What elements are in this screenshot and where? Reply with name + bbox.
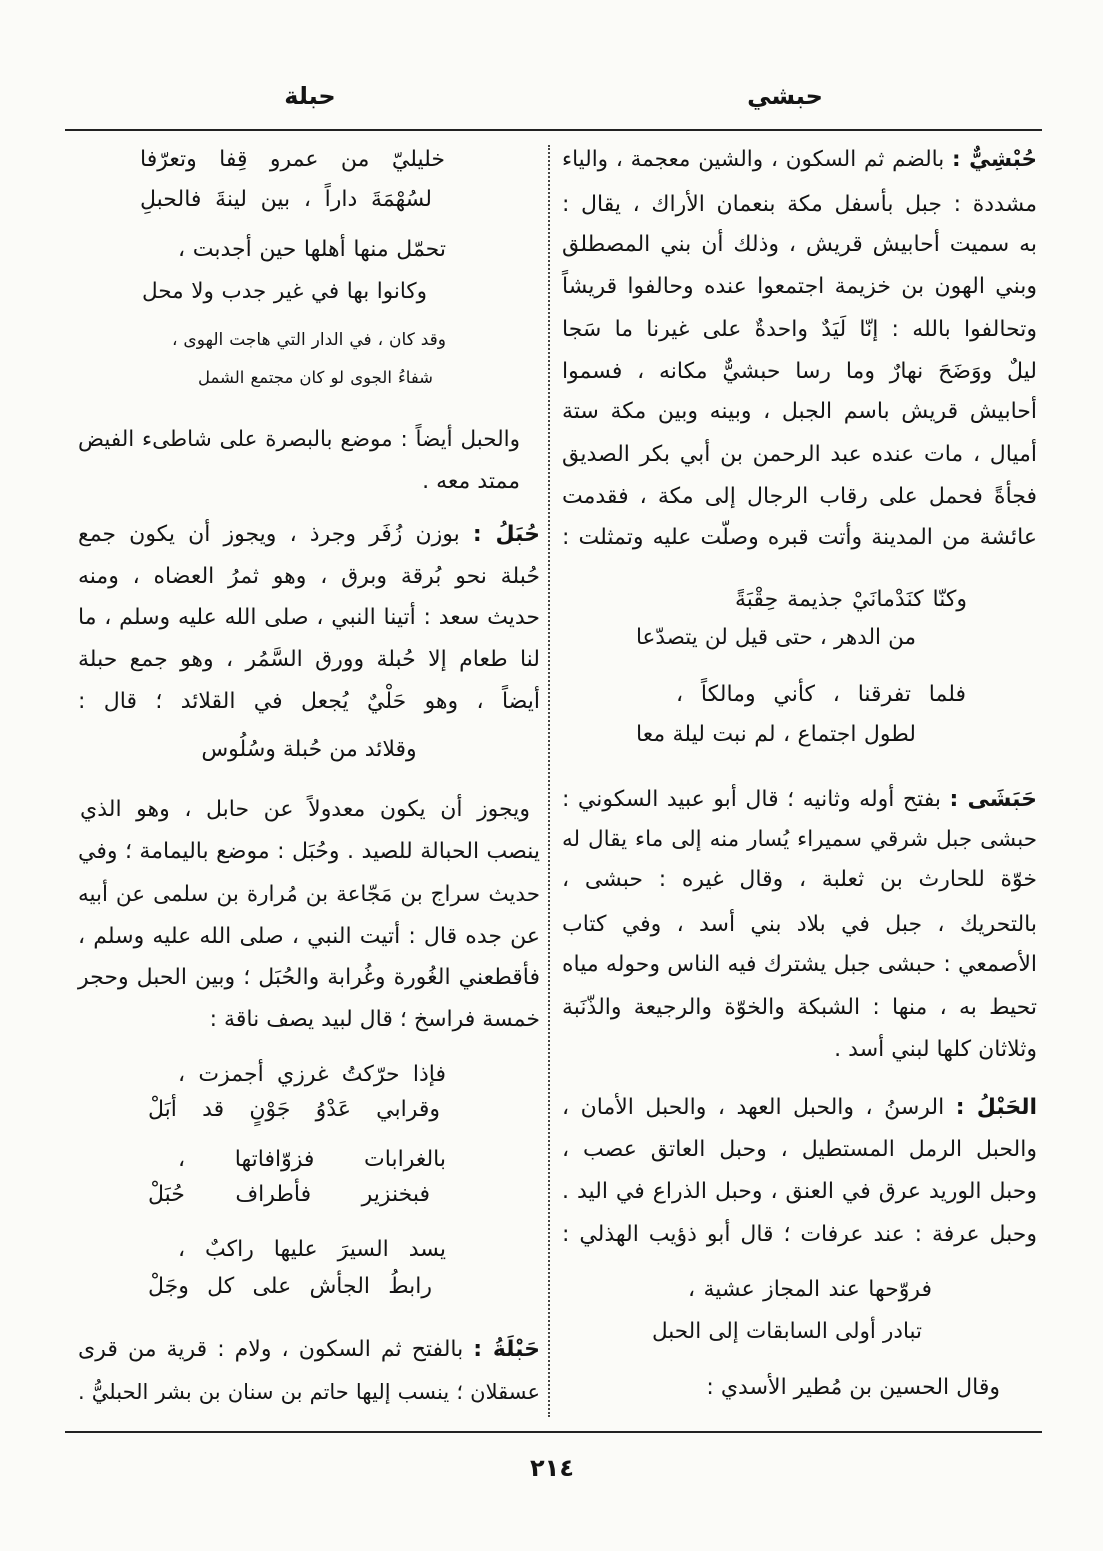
verse-line: فإذا حرّكتُ غرزي أجمزت ، <box>178 1062 446 1087</box>
half-verse-line: وقلائد من حُبلة وسُلُوس <box>201 737 417 762</box>
text-line: به سميت أحابيش قريش ، وذلك أن بني المصطلق <box>562 232 1037 257</box>
entry-text: بالضم ثم السكون ، والشين معجمة ، والياء <box>562 147 945 172</box>
text-line: الأصمعي : حبشى جبل يشترك فيه الناس وحوله مياه <box>562 952 1037 977</box>
entry-headword: الحَبْلُ : <box>955 1095 1038 1120</box>
text-line: فأقطعني الغُورة وغُرابة والحُبَل ؛ وبين الحبل وحجر <box>78 965 540 990</box>
entry-text: بوزن زُفَر وجرذ ، ويجوز أن يكون جمع <box>78 522 460 547</box>
text-line: والحبل أيضاً : موضع بالبصرة على شاطىء الفيض <box>78 427 520 452</box>
entry-headword: حُبَلُ : <box>472 522 540 547</box>
text-line: وتحالفوا بالله : إنّا لَيَدٌ واحدةٌ على غيرنا ما سَجا <box>562 317 1037 342</box>
verse-line: تبادر أولى السابقات إلى الحبل <box>652 1319 922 1344</box>
bottom-rule <box>65 1431 1042 1433</box>
entry-headword: حُبْشِيٌّ : <box>952 147 1037 172</box>
text-line: وبني الهون بن خزيمة اجتمعوا عنده وحالفوا قريشاً <box>562 274 1037 299</box>
text-line: حديث سعد : أتينا النبي ، صلى الله عليه وسلم ، ما <box>78 605 540 630</box>
text-line: مشددة : جبل بأسفل مكة بنعمان الأراك ، يقال : <box>562 192 1037 217</box>
running-head-right: حبشي <box>747 82 823 110</box>
text-line: خمسة فراسخ ؛ قال لبيد يصف ناقة : <box>209 1007 540 1032</box>
verse-line: فبخنزير فأطراف حُبَلْ <box>148 1182 430 1207</box>
page-number: ٢١٤ <box>530 1454 574 1482</box>
entry-first-line <box>562 780 1037 820</box>
entry-first-line <box>562 140 1037 180</box>
entry-first-line <box>78 515 540 555</box>
verse-line: من الدهر ، حتى قيل لن يتصدّعا <box>636 625 916 650</box>
text-line: عسقلان ؛ ينسب إليها حاتم بن سنان بن بشر الحبليُّ . <box>78 1380 540 1404</box>
text-line: عن جده قال : أتيت النبي ، صلى الله عليه وسلم ، <box>78 924 540 949</box>
entry-headword: حَبَشَى : <box>949 787 1038 812</box>
verse-line: رابطُ الجأش على كل وجَلْ <box>148 1274 432 1299</box>
text-line: حُبلة نحو بُرقة وبرق ، وهو ثمرُ العضاه ، ومنه <box>78 564 540 589</box>
running-head-left: حبلة <box>284 82 336 110</box>
text-line: أحابيش قريش باسم الجبل ، وبينه وبين مكة ستة <box>562 399 1037 424</box>
text-line: تحيط به ، منها : الشبكة والخوّة والرجيعة والذّنَبة <box>562 995 1037 1020</box>
text-line: أميال ، مات عنده عبد الرحمن بن أبي بكر الصديق <box>562 442 1037 467</box>
column-divider <box>548 145 550 1417</box>
verse-line: شفاءُ الجوى لو كان مجتمع الشمل <box>198 368 433 387</box>
verse-line: يسد السيرَ عليها راكبٌ ، <box>178 1237 446 1262</box>
text-line: والحبل الرمل المستطيل ، وحبل العاتق عصب ، <box>562 1137 1037 1162</box>
text-line: عائشة من المدينة وأتت قبره وصلّت عليه وتمثلت : <box>562 525 1037 550</box>
verse-line: وقرابي عَدْوُ جَوْنٍ قد أبَلْ <box>148 1097 440 1122</box>
text-line: ممتد معه . <box>422 469 520 494</box>
text-line: وثلاثان كلها لبني أسد . <box>834 1037 1037 1062</box>
verse-line: وكنّا كنَدْمانَيْ جذيمة حِقْبَةً <box>735 587 967 612</box>
verse-line: لطول اجتماع ، لم نبت ليلة معا <box>636 722 916 747</box>
text-line: لنا طعام إلا حُبلة وورق السَّمُر ، وهو جمع حبلة <box>78 647 540 672</box>
verse-line: وقد كان ، في الدار التي هاجت الهوى ، <box>172 330 446 350</box>
entry-text: بفتح أوله وثانيه ؛ قال أبو عبيد السكوني : <box>562 787 942 812</box>
text-line: ينصب الحبالة للصيد . وحُبَل : موضع باليمامة ؛ وفي <box>78 839 540 864</box>
text-line: حديث سراج بن مَجّاعة بن مُرارة بن سلمى عن أبيه <box>78 882 540 907</box>
text-line: بالتحريك ، جبل في بلاد بني أسد ، وفي كتاب <box>562 912 1037 937</box>
verse-line: تحمّل منها أهلها حين أجدبت ، <box>178 237 446 262</box>
entry-first-line <box>562 1088 1037 1128</box>
text-line: خوّة للحارث بن ثعلبة ، وقال غيره : حبشى ، <box>562 867 1037 892</box>
verse-line: فلما تفرقنا ، كأني ومالكاً ، <box>676 682 966 707</box>
verse-line: وكانوا بها في غير جدب ولا محل <box>142 279 427 304</box>
verse-line: لسُهْمَةَ داراً ، بين لينةَ فالحبلِ <box>140 187 432 212</box>
text-line: وحبل عرفة : عند عرفات ؛ قال أبو ذؤيب الهذلي : <box>562 1222 1037 1247</box>
text-line: ليلٌ ووَضَحَ نهارٌ وما رسا حبشيٌّ مكانه ، فسموا <box>562 359 1037 384</box>
entry-first-line <box>78 1330 540 1370</box>
text-line: ويجوز أن يكون معدولاً عن حابل ، وهو الذي <box>80 797 530 822</box>
text-line: وحبل الوريد عرق في العنق ، وحبل الذراع في اليد . <box>562 1179 1037 1204</box>
text-line: أيضاً ، وهو حَلْيٌ يُجعل في القلائد ؛ قال : <box>78 689 540 714</box>
text-line: وقال الحسين بن مُطير الأسدي : <box>706 1375 1000 1400</box>
verse-line: فروّحها عند المجاز عشية ، <box>688 1277 932 1302</box>
text-line: فجأةً فحمل على رقاب الرجال إلى مكة ، فقدمت <box>562 484 1037 509</box>
verse-line: بالغرابات فزوّافاتها ، <box>178 1147 446 1172</box>
entry-text: بالفتح ثم السكون ، ولام : قرية من قرى <box>78 1337 464 1362</box>
entry-text: الرسنُ ، والحبل العهد ، والحبل الأمان ، <box>562 1095 945 1120</box>
top-rule <box>65 129 1042 131</box>
text-line: حبشى جبل شرقي سميراء يُسار منه إلى ماء يقال له <box>562 827 1037 852</box>
entry-headword: حَبْلَةُ : <box>473 1337 540 1362</box>
verse-line: خليليّ من عمرو قِفا وتعرّفا <box>140 147 445 172</box>
